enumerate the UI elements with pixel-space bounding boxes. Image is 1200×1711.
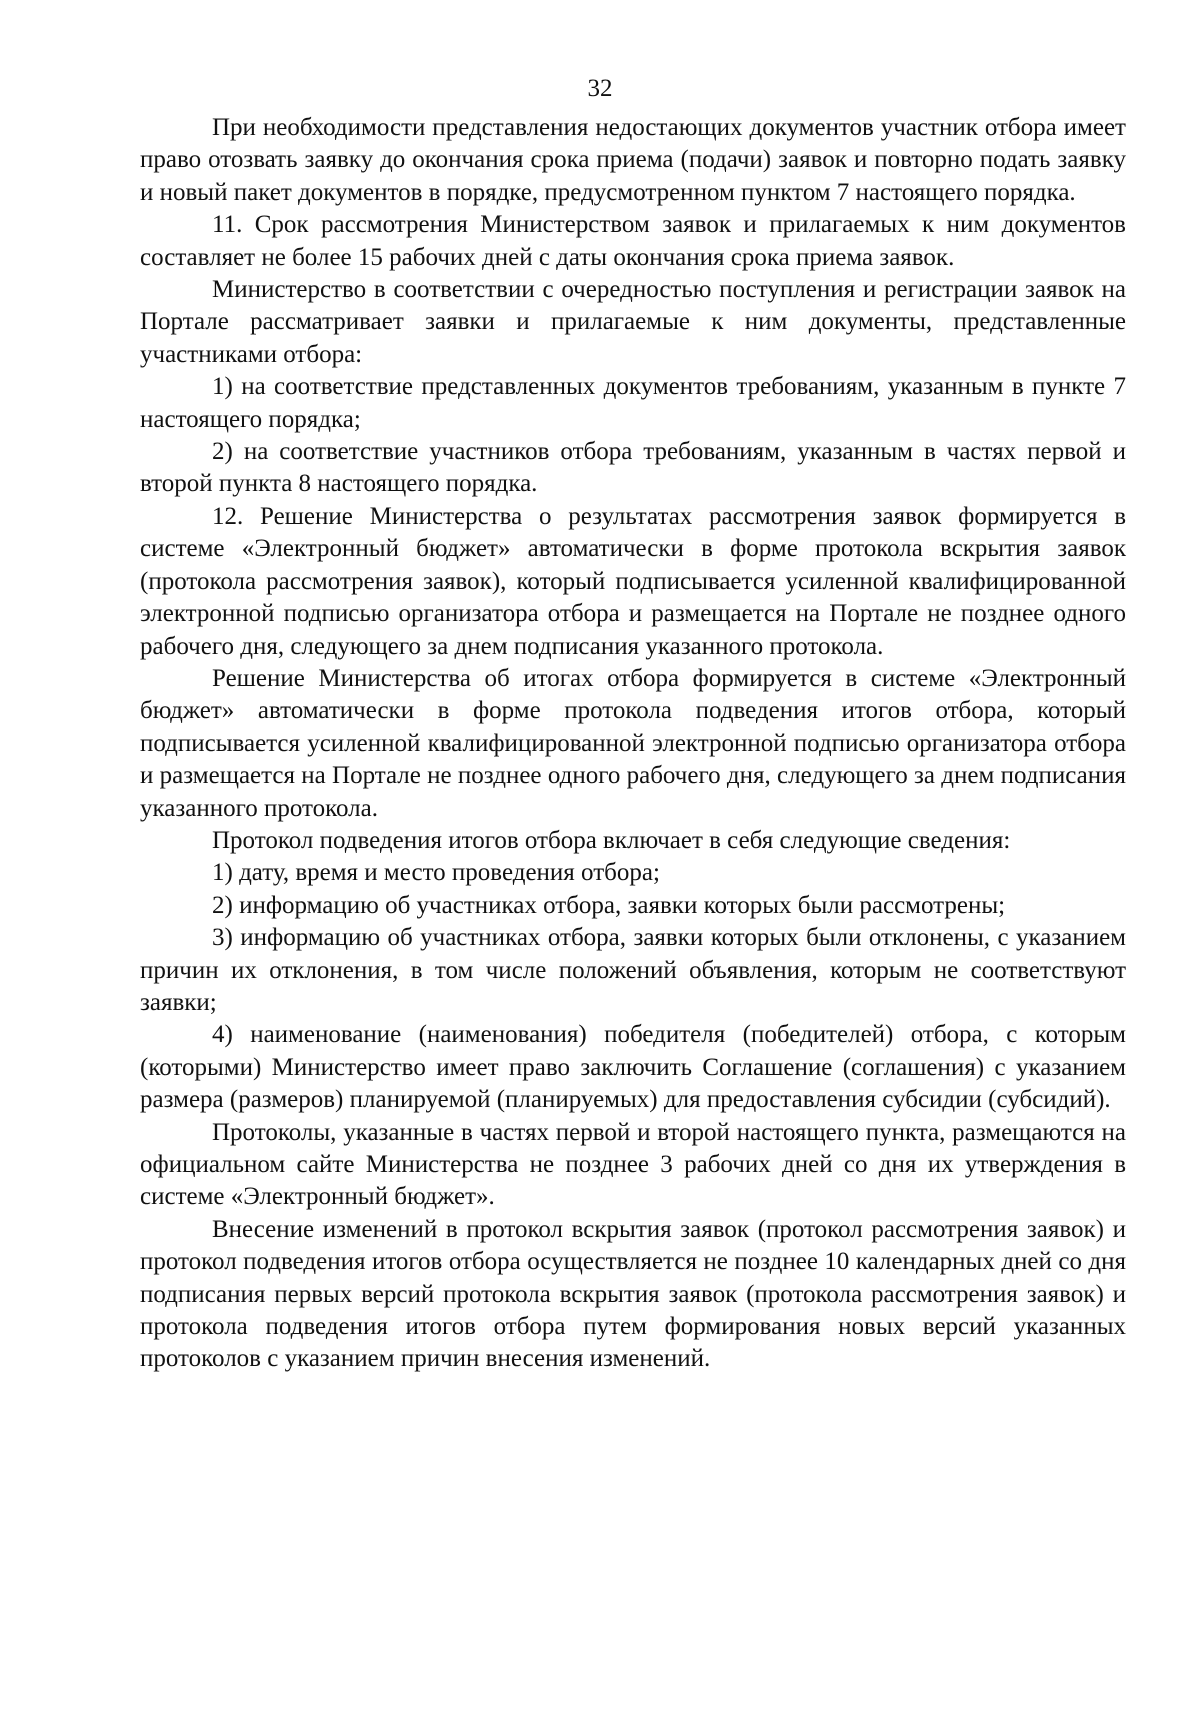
body-text <box>140 112 1126 1376</box>
paragraph: 4) наименование (наименования) победителя (победителей) отбора, с которым (которыми) Министерство имеет право заключить Соглашение (соглашения) с указанием размера (размеров) планируемой (планируемых) для предоставления субсидии (субсидий). <box>140 1021 1126 1114</box>
paragraph: 12. Решение Министерства о результатах рассмотрения заявок формируется в системе «Электронный бюджет» автоматически в форме протокола вскрытия заявок (протокола рассмотрения заявок), который подписывается усиленной квалифицированной электронной подписью организатора отбора и размещается на Портале не позднее одного рабочего дня, следующего за днем подписания указанного протокола. <box>140 502 1126 660</box>
paragraph: 1) на соответствие представленных документов требованиям, указанным в пункте 7 настоящего порядка; <box>140 373 1126 433</box>
paragraph: Внесение изменений в протокол вскрытия заявок (протокол рассмотрения заявок) и протокол подведения итогов отбора осуществляется не позднее 10 календарных дней со дня подписания первых версий протокола вскрытия заявок (протокола рассмотрения заявок) и протокола подведения итогов отбора путем формирования новых версий указанных протоколов с указанием причин внесения изменений. <box>140 1215 1126 1373</box>
paragraph: 2) на соответствие участников отбора требованиям, указанным в частях первой и второй пункта 8 настоящего порядка. <box>140 438 1126 498</box>
paragraph: 11. Срок рассмотрения Министерством заявок и прилагаемых к ним документов составляет не более 15 рабочих дней с даты окончания срока приема заявок. <box>140 211 1126 271</box>
paragraph: 2) информацию об участниках отбора, заявки которых были рассмотрены; <box>212 891 1006 919</box>
paragraph: Решение Министерства об итогах отбора формируется в системе «Электронный бюджет» автоматически в форме протокола подведения итогов отбора, который подписывается усиленной квалифицированной электронной подписью организатора отбора и размещается на Портале не позднее одного рабочего дня, следующего за днем подписания указанного протокола. <box>140 664 1126 822</box>
paragraph: Протокол подведения итогов отбора включает в себя следующие сведения: <box>212 826 1011 854</box>
paragraph: При необходимости представления недостающих документов участник отбора имеет право отозвать заявку до окончания срока приема (подачи) заявок и повторно подать заявку и новый пакет документов в порядке, предусмотренном пунктом 7 настоящего порядка. <box>140 114 1126 206</box>
paragraph: Министерство в соответствии с очередностью поступления и регистрации заявок на Портале рассматривает заявки и прилагаемые к ним документы, представленные участниками отбора: <box>140 276 1126 368</box>
paragraph: 1) дату, время и место проведения отбора; <box>212 859 660 887</box>
page-number: 32 <box>587 75 613 102</box>
paragraph: Протоколы, указанные в частях первой и второй настоящего пункта, размещаются на официальном сайте Министерства не позднее 3 рабочих дней со дня их утверждения в системе «Электронный бюджет». <box>140 1118 1126 1211</box>
paragraph: 3) информацию об участниках отбора, заявки которых были отклонены, с указанием причин их отклонения, в том числе положений объявления, которым не соответствуют заявки; <box>140 924 1126 1016</box>
